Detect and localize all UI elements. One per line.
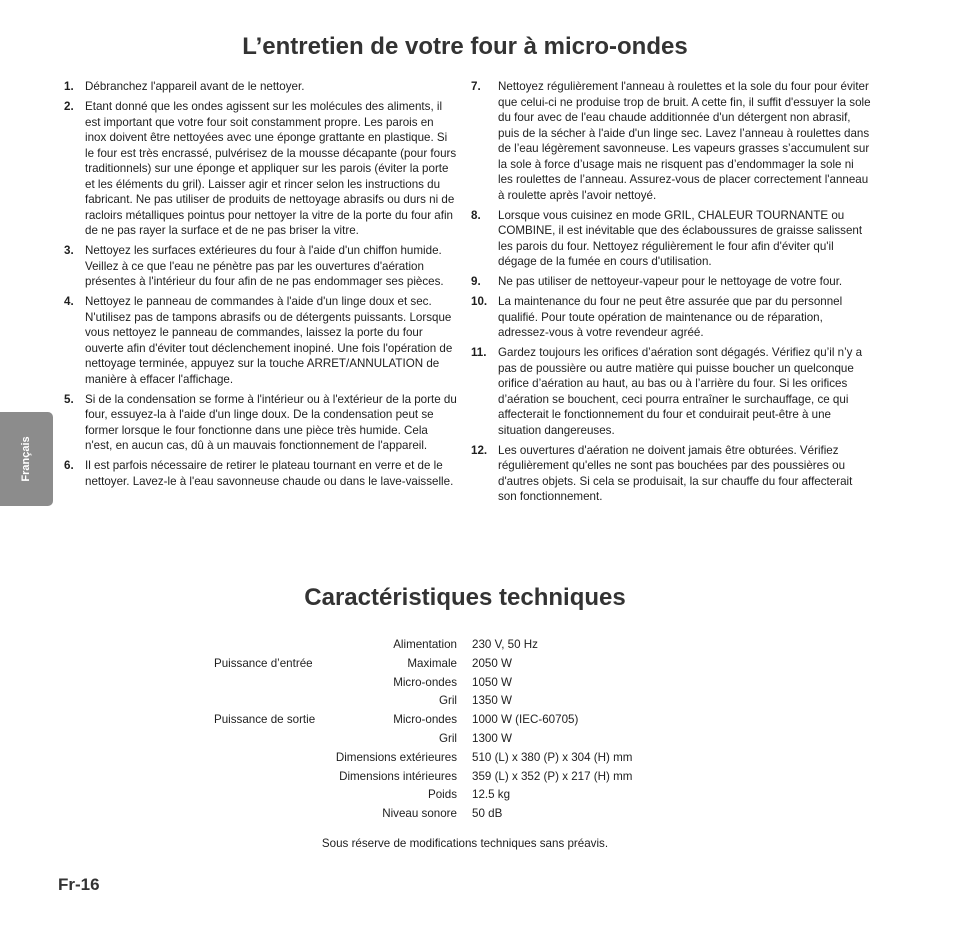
item-number: 4. xyxy=(64,295,74,308)
spec-label: Micro-ondes xyxy=(393,713,457,727)
table-row xyxy=(0,674,632,693)
spec-label: Gril xyxy=(438,731,457,745)
item-number: 12. xyxy=(471,443,488,457)
spec-group xyxy=(0,730,334,749)
spec-group xyxy=(0,805,334,824)
section-title-specs: Caractéristiques techniques xyxy=(304,584,626,611)
list-item xyxy=(64,99,457,239)
maintenance-column-left xyxy=(64,79,457,494)
list-item xyxy=(471,345,871,438)
spec-value: 510 (L) x 380 (P) x 304 (H) mm xyxy=(472,750,633,764)
item-number: 10. xyxy=(471,295,488,308)
list-item xyxy=(471,208,871,270)
list-item xyxy=(471,443,871,505)
table-row xyxy=(0,692,632,711)
page-number: Fr-16 xyxy=(58,875,100,894)
spec-group xyxy=(0,636,334,655)
list-item xyxy=(64,458,457,489)
spec-label: Poids xyxy=(427,788,457,802)
item-text: Lorsque vous cuisinez en mode GRIL, CHALEUR TOURNANTE ou COMBINE, il est inévitable que des éclaboussures de graisse salissent les parois du four. Nettoyez régulièrement le four afin d'éviter qu'il dégage de la fumée en cours d'utilisation. xyxy=(498,208,863,268)
item-text: Si de la condensation se forme à l'intérieur ou à l'extérieur de la porte du four, essuyez-la à l'aide d'un linge doux. De la condensation peut se former lorsque le four fonctionne dans une pièce très humide. Cela n'est, en aucun cas, dû à un mauvais fonctionnement de l'appareil. xyxy=(85,392,457,452)
item-number: 6. xyxy=(64,459,74,472)
item-text: La maintenance du four ne peut être assurée que par du personnel qualifié. Pour toute opération de maintenance ou de réparation, adressez-vous à votre revendeur agréé. xyxy=(498,295,843,339)
list-item xyxy=(64,79,457,95)
spec-value: 230 V, 50 Hz xyxy=(472,638,538,651)
spec-label: Niveau sonore xyxy=(382,807,457,821)
item-number: 5. xyxy=(64,392,74,406)
section-title-maintenance: L’entretien de votre four à micro-ondes xyxy=(242,33,688,60)
item-number: 1. xyxy=(64,80,74,93)
specs-table xyxy=(0,636,632,824)
table-row xyxy=(0,786,632,805)
spec-label: Dimensions extérieures xyxy=(335,750,457,764)
spec-group xyxy=(0,674,334,693)
table-row xyxy=(0,749,632,768)
item-text: Les ouvertures d'aération ne doivent jamais être obturées. Vérifiez régulièrement qu'elles ne sont pas bouchées par des poussières ou d'autres objets. Si cela se produisait, la sur chauffe du four affecterait son fonctionnement. xyxy=(498,443,853,503)
specs-footnote: Sous réserve de modifications techniques sans préavis. xyxy=(321,837,609,850)
item-text: Débranchez l'appareil avant de le nettoyer. xyxy=(85,80,305,93)
spec-value: 50 dB xyxy=(472,807,503,821)
spec-group: Puissance de sortie xyxy=(214,713,316,727)
table-row xyxy=(0,711,632,730)
language-side-tab xyxy=(0,412,53,506)
table-row xyxy=(0,636,632,655)
list-item xyxy=(64,243,457,290)
language-label: Français xyxy=(20,436,32,482)
spec-label: Dimensions intérieures xyxy=(339,769,457,783)
item-number: 2. xyxy=(64,100,74,113)
spec-group xyxy=(0,786,334,805)
spec-value: 2050 W xyxy=(472,656,512,670)
item-text: Il est parfois nécessaire de retirer le plateau tournant en verre et de le nettoyer. Lavez-le à l'eau savonneuse chaude ou dans le lave-vaisselle. xyxy=(85,459,454,488)
spec-value: 359 (L) x 352 (P) x 217 (H) mm xyxy=(472,769,633,783)
table-row xyxy=(0,805,632,824)
spec-label: Maximale xyxy=(407,656,457,670)
spec-label: Gril xyxy=(438,694,457,708)
table-row xyxy=(0,768,632,787)
list-item xyxy=(64,392,457,454)
item-number: 8. xyxy=(471,208,481,222)
item-text: Etant donné que les ondes agissent sur les molécules des aliments, il est important que votre four soit constamment propre. Les parois en inox doivent être nettoyées avec une éponge grattante en plastique. Si le four est très encrassé, pulvérisez de la mousse décapante (pour fours traditionnels) sur une éponge et appliquer sur les parois (éviter la porte et les éléments du gril). Laisser agir et rincer selon les instructions du fabricant. Ne pas utiliser de produits de nettoyage abrasifs ou durs ni de racloirs métalliques pointus pour nettoyer la vitre de la porte du four afin de ne pas rayer la surface et de ne pas briser la vitre. xyxy=(85,100,457,237)
spec-value: 1050 W xyxy=(472,675,512,689)
spec-group xyxy=(0,768,334,787)
item-text: Nettoyez régulièrement l'anneau à roulettes et la sole du four pour éviter que celui-ci ne produise trop de bruit. A cette fin, il suffit d'essuyer la sole du four avec de l'eau chaude additionnée d'un détergent non abrasif, puis de la sécher à l'aide d'un linge sec. Lavez l’anneau à roulettes dans de l’eau légèrement savonneuse. Les vapeurs grasses s’accumulent sur la sole à force d’usage mais ne risquent pas d’endommager la sole ni les roulettes de l’anneau. Assurez-vous de placer correctement l'anneau à roulette après l'avoir nettoyé. xyxy=(498,80,871,202)
table-row xyxy=(0,655,632,674)
list-item xyxy=(471,294,871,341)
item-text: Nettoyez le panneau de commandes à l'aide d'un linge doux et sec. N'utilisez pas de tampons abrasifs ou de détergents puissants. Lorsque vous nettoyez le panneau de commandes, laissez la porte du four ouverte afin d'éviter tout déclenchement inopiné. Une fois l'opération de nettoyage terminée, appuyez sur la touche ARRET/ANNULATION de manière à effacer l'affichage. xyxy=(85,295,453,386)
spec-label: Alimentation xyxy=(393,638,457,651)
item-number: 9. xyxy=(471,275,481,288)
spec-value: 12.5 kg xyxy=(472,788,511,802)
spec-value: 1350 W xyxy=(472,694,512,708)
maintenance-column-right xyxy=(471,79,871,509)
item-number: 11. xyxy=(471,346,487,359)
list-item xyxy=(471,274,871,290)
spec-value: 1300 W xyxy=(472,731,512,745)
item-number: 3. xyxy=(64,244,74,257)
table-row xyxy=(0,730,632,749)
item-text: Nettoyez les surfaces extérieures du four à l'aide d'un chiffon humide. Veillez à ce que l'eau ne pénètre pas par les ouvertures d'aération présentes à l'intérieur du four afin de ne pas endommager ses pièces. xyxy=(85,244,444,288)
spec-group xyxy=(0,749,334,768)
spec-group: Puissance d’entrée xyxy=(214,656,313,670)
spec-group xyxy=(0,692,334,711)
item-number: 7. xyxy=(471,80,481,93)
list-item xyxy=(64,294,457,387)
list-item xyxy=(471,79,871,203)
item-text: Ne pas utiliser de nettoyeur-vapeur pour le nettoyage de votre four. xyxy=(498,275,843,288)
spec-value: 1000 W (IEC-60705) xyxy=(472,713,579,727)
item-text: Gardez toujours les orifices d’aération sont dégagés. Vérifiez qu’il n’y a pas de poussière ou autre matière qui puisse boucher un quelconque orifice d’aération au haut, au bas ou à l’arrière du four. Si les orifices d’aération se bouchent, ceci pourra entraîner le surchauffage, ce qui affecterait le fonctionnement du four et conduirait peut-être à une situation dangereuses. xyxy=(498,346,863,437)
spec-label: Micro-ondes xyxy=(393,675,457,689)
